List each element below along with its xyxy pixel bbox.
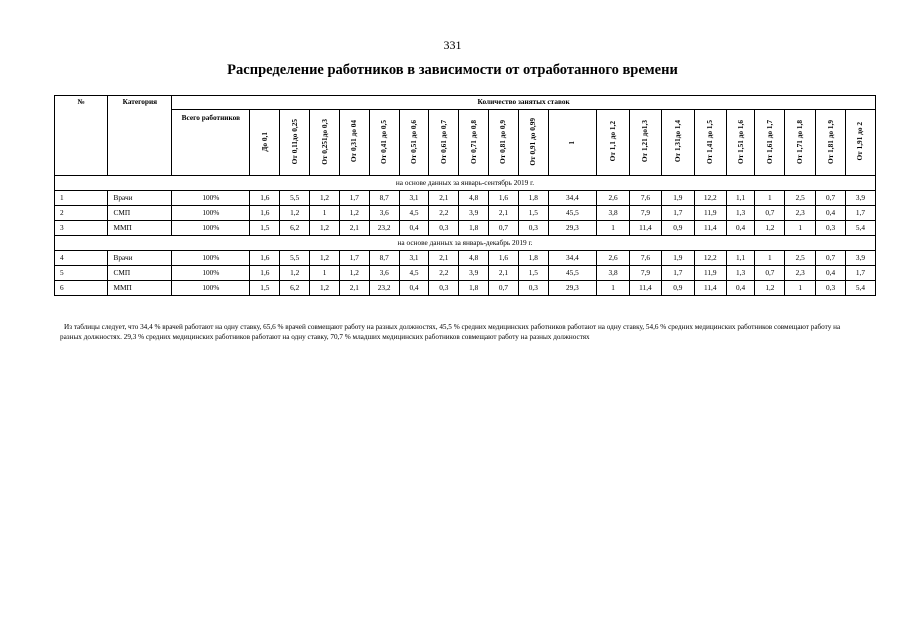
header-rate-7 [459,110,489,176]
cell-value: 3,9 [845,191,875,206]
cell-value: 3,1 [399,251,429,266]
header-rate-15 [726,110,755,176]
header-rate-label: От 0,91 до 0,99 [528,117,538,166]
cell-value: 1,2 [755,221,785,236]
header-rate-5 [399,110,429,176]
cell-category: ММП [108,281,172,296]
cell-value: 3,6 [369,206,399,221]
cell-value: 0,3 [429,281,459,296]
header-rate-label: 1 [567,140,577,145]
cell-value: 2,6 [597,191,630,206]
header-rates-group: Количество занятых ставок [172,96,876,110]
cell-value: 0,4 [816,206,846,221]
cell-value: 11,4 [694,281,726,296]
header-rate-label: От 1,41 до 1,5 [705,119,715,164]
cell-value: 6,2 [280,221,310,236]
cell-value: 12,2 [694,191,726,206]
cell-value: 4,8 [459,191,489,206]
table-row [55,191,876,206]
cell-no: 6 [55,281,108,296]
cell-value: 1,6 [489,251,519,266]
header-rate-label: От 0,31 до 04 [349,120,359,163]
cell-value: 34,4 [548,251,596,266]
cell-value: 1,7 [339,251,369,266]
cell-value: 0,7 [489,281,519,296]
cell-value: 1,2 [280,266,310,281]
cell-value: 1,6 [250,266,280,281]
section-label: на основе данных за январь-сентябрь 2019 г. [55,176,876,191]
header-rate-label: От 1,1 до 1,2 [608,121,618,162]
table-note: Из таблицы следует, что 34,4 % врачей работают на одну ставку, 65,6 % врачей совмещают работу на разных должностях, 45,5 % средних медицинских работников работают на одну ставку, 54,6 % средних медицинских работников совмещают работу на разных должностях. 29,3 % средних медицинских работников работают на одну ставку, 70,7 % младших медицинских работников совмещают работу на разных должностях [60,323,841,341]
cell-category: ММП [108,221,172,236]
table-row [55,281,876,296]
cell-category: Врачи [108,191,172,206]
cell-value: 11,4 [629,281,661,296]
cell-value: 5,5 [280,251,310,266]
cell-value: 2,5 [785,191,816,206]
cell-value: 8,7 [369,251,399,266]
cell-value: 1,2 [310,221,340,236]
header-rate-label: От 0,61 до 0,7 [438,119,448,164]
cell-value: 2,3 [785,206,816,221]
cell-no: 1 [55,191,108,206]
cell-value: 1 [755,191,785,206]
header-rate-2 [310,110,340,176]
cell-value: 5,4 [845,281,875,296]
cell-value: 2,1 [339,281,369,296]
cell-value: 2,5 [785,251,816,266]
cell-value: 1,6 [250,206,280,221]
cell-value: 1,7 [661,206,694,221]
cell-value: 0,7 [816,251,846,266]
cell-value: 3,9 [845,251,875,266]
cell-value: 1 [597,221,630,236]
cell-value: 1,7 [661,266,694,281]
table-row [55,221,876,236]
cell-value: 1,8 [518,191,548,206]
cell-value: 3,9 [459,206,489,221]
cell-value: 1,9 [661,251,694,266]
cell-value: 3,9 [459,266,489,281]
header-rate-0 [250,110,280,176]
cell-value: 0,7 [755,266,785,281]
cell-total: 100% [172,281,250,296]
cell-value: 0,7 [816,191,846,206]
cell-value: 3,8 [597,206,630,221]
cell-value: 4,5 [399,266,429,281]
header-total: Всего работников [172,110,250,176]
cell-value: 1,7 [845,206,875,221]
cell-value: 3,1 [399,191,429,206]
table-row [55,266,876,281]
cell-value: 1,8 [459,221,489,236]
cell-value: 2,3 [785,266,816,281]
cell-value: 11,4 [629,221,661,236]
header-rate-9 [518,110,548,176]
header-rate-label: От 1,21 до1,3 [640,120,650,163]
cell-value: 1 [755,251,785,266]
cell-total: 100% [172,191,250,206]
cell-value: 1,6 [489,191,519,206]
cell-value: 1,2 [310,251,340,266]
cell-value: 1,7 [845,266,875,281]
header-rate-1 [280,110,310,176]
header-rate-18 [816,110,846,176]
cell-total: 100% [172,251,250,266]
cell-value: 0,4 [399,221,429,236]
cell-value: 1,1 [726,251,755,266]
cell-value: 1,6 [250,191,280,206]
cell-value: 1,7 [339,191,369,206]
header-rate-label: От 0,71 до 0,8 [468,119,478,164]
section-label: на основе данных за январь-декабрь 2019 г. [55,236,876,251]
cell-category: СМП [108,206,172,221]
cell-value: 11,4 [694,221,726,236]
header-rate-12 [629,110,661,176]
cell-value: 1,5 [250,221,280,236]
cell-value: 1,5 [518,266,548,281]
cell-value: 3,8 [597,266,630,281]
cell-value: 3,6 [369,266,399,281]
header-rate-8 [489,110,519,176]
cell-value: 1 [785,281,816,296]
cell-value: 1 [597,281,630,296]
cell-no: 5 [55,266,108,281]
header-rate-19 [845,110,875,176]
header-rate-11 [597,110,630,176]
cell-value: 1,2 [755,281,785,296]
cell-value: 12,2 [694,251,726,266]
header-rate-label: От 1,81 до 1,9 [825,119,835,164]
cell-total: 100% [172,221,250,236]
cell-value: 8,7 [369,191,399,206]
cell-value: 2,2 [429,206,459,221]
header-rate-label: От 0,251до 0,3 [319,118,329,165]
cell-value: 1,3 [726,206,755,221]
header-rate-label: От 0,81 до 0,9 [498,119,508,164]
cell-value: 2,1 [339,221,369,236]
cell-value: 0,7 [755,206,785,221]
cell-category: СМП [108,266,172,281]
cell-value: 1,8 [459,281,489,296]
table-row [55,251,876,266]
header-rate-label: От 0,51 до 0,6 [409,119,418,164]
cell-value: 5,5 [280,191,310,206]
cell-value: 0,4 [726,281,755,296]
cell-value: 0,9 [661,281,694,296]
cell-value: 4,5 [399,206,429,221]
cell-value: 2,2 [429,266,459,281]
cell-value: 0,3 [518,221,548,236]
cell-value: 1 [310,206,340,221]
cell-value: 1,5 [250,281,280,296]
cell-total: 100% [172,206,250,221]
cell-value: 23,2 [369,281,399,296]
cell-value: 1,8 [518,251,548,266]
header-rate-3 [339,110,369,176]
cell-value: 1,2 [339,206,369,221]
cell-value: 29,3 [548,221,596,236]
section-row [55,236,876,251]
cell-value: 6,2 [280,281,310,296]
cell-value: 1,2 [339,266,369,281]
cell-value: 34,4 [548,191,596,206]
cell-value: 1,6 [250,251,280,266]
header-rate-label: От 1,51 до 1,6 [735,119,745,164]
cell-value: 0,3 [429,221,459,236]
header-rate-label: До 0,1 [259,131,269,152]
cell-value: 1,9 [661,191,694,206]
section-row [55,176,876,191]
cell-value: 1,2 [310,281,340,296]
cell-value: 1 [785,221,816,236]
cell-no: 4 [55,251,108,266]
header-no: № [55,96,108,176]
cell-value: 2,1 [489,266,519,281]
cell-value: 0,7 [489,221,519,236]
page-title: Распределение работников в зависимости от отработанного времени [227,62,678,78]
table-row [55,206,876,221]
header-rate-4 [369,110,399,176]
header-rate-16 [755,110,785,176]
cell-value: 0,4 [816,266,846,281]
cell-value: 11,9 [694,206,726,221]
cell-value: 0,3 [816,221,846,236]
page-number: 331 [443,38,462,52]
header-rate-10 [548,110,596,176]
header-rate-label: От 0,41 до 0,5 [379,119,389,164]
header-rate-label: От 0,11до 0,25 [289,118,299,165]
cell-value: 1,5 [518,206,548,221]
cell-value: 0,4 [399,281,429,296]
distribution-table [54,95,876,296]
cell-value: 0,4 [726,221,755,236]
cell-value: 1,2 [280,206,310,221]
header-rate-label: От 1,71 до 1,8 [795,119,805,164]
cell-value: 2,1 [489,206,519,221]
cell-value: 2,1 [429,251,459,266]
cell-value: 23,2 [369,221,399,236]
cell-value: 1 [310,266,340,281]
cell-value: 45,5 [548,206,596,221]
header-rate-label: От 1,91 до 2 [855,122,865,161]
cell-value: 4,8 [459,251,489,266]
cell-value: 1,1 [726,191,755,206]
cell-value: 0,3 [816,281,846,296]
cell-value: 7,9 [629,266,661,281]
cell-value: 5,4 [845,221,875,236]
cell-value: 0,3 [518,281,548,296]
header-rate-label: От 1,61 до 1,7 [764,119,774,164]
header-rate-label: От 1,31до 1,4 [672,120,682,163]
cell-value: 7,6 [629,191,661,206]
cell-value: 29,3 [548,281,596,296]
header-category: Категория [108,96,172,176]
cell-total: 100% [172,266,250,281]
cell-value: 7,9 [629,206,661,221]
cell-no: 3 [55,221,108,236]
cell-value: 45,5 [548,266,596,281]
cell-value: 1,2 [310,191,340,206]
header-rate-14 [694,110,726,176]
cell-value: 2,1 [429,191,459,206]
header-rate-17 [785,110,816,176]
cell-value: 1,3 [726,266,755,281]
cell-value: 11,9 [694,266,726,281]
cell-value: 2,6 [597,251,630,266]
header-rate-13 [661,110,694,176]
cell-no: 2 [55,206,108,221]
header-rate-6 [429,110,459,176]
cell-category: Врачи [108,251,172,266]
cell-value: 0,9 [661,221,694,236]
cell-value: 7,6 [629,251,661,266]
